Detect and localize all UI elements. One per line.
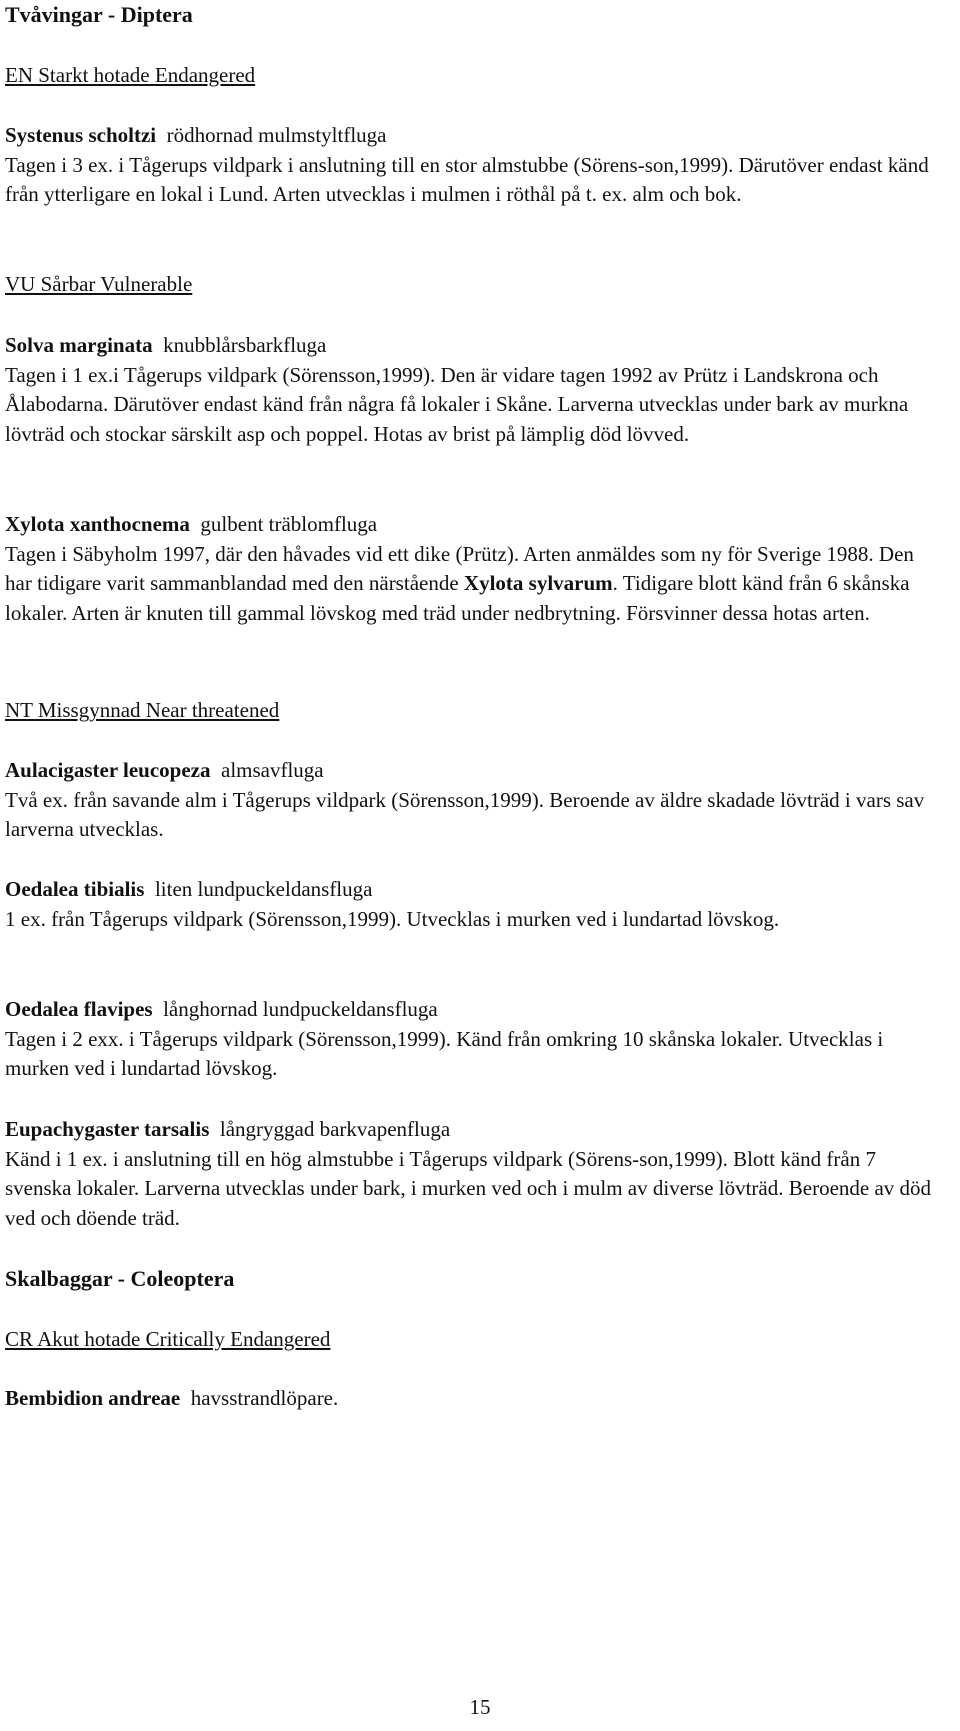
species-common-name: almsavfluga xyxy=(221,758,324,782)
species-title xyxy=(5,1115,945,1145)
species-description: Två ex. från savande alm i Tågerups vildpark (Sörensson,1999). Beroende av äldre skadade lövträd i vars sav larverna utvecklas. xyxy=(5,787,925,841)
category-heading-cr: CR Akut hotade Critically Endangered xyxy=(5,1327,331,1351)
species-description: 1 ex. från Tågerups vildpark (Sörensson,1999). Utvecklas i murken ved i lundartad lövskog. xyxy=(5,906,780,931)
species-latin-name: Systenus scholtzi xyxy=(5,123,157,147)
species-latin-name: Xylota xanthocnema xyxy=(5,512,190,536)
species-title xyxy=(5,1384,945,1414)
page-number: 15 xyxy=(469,1695,491,1719)
species-title xyxy=(5,995,945,1025)
species-latin-name: Oedalea tibialis xyxy=(5,877,145,901)
species-common-name: knubblårsbarkfluga xyxy=(163,333,327,357)
species-description: Tagen i 1 ex.i Tågerups vildpark (Sörensson,1999). Den är vidare tagen 1992 av Prütz i Landskrona och Ålabodarna. Därutöver endast känd från några få lokaler i Skåne. Larverna utvecklas under bark av murkna lövträd och stockar särskilt asp och poppel. Hotas av brist på lämplig död lövved. xyxy=(5,362,909,446)
species-entry xyxy=(5,510,945,628)
section-heading-coleoptera: Skalbaggar - Coleoptera xyxy=(5,1266,235,1291)
species-latin-name: Eupachygaster tarsalis xyxy=(5,1117,210,1141)
species-entry xyxy=(5,1384,945,1414)
species-entry xyxy=(5,331,945,449)
category-heading-en: EN Starkt hotade Endangered xyxy=(5,63,256,87)
species-entry xyxy=(5,875,945,934)
species-title xyxy=(5,875,945,905)
category-heading-vu: VU Sårbar Vulnerable xyxy=(5,272,193,296)
species-common-name: långryggad barkvapenfluga xyxy=(219,1117,451,1141)
species-title xyxy=(5,331,945,361)
species-entry xyxy=(5,1115,945,1233)
species-description: Känd i 1 ex. i anslutning till en hög almstubbe i Tågerups vildpark (Sörens-son,1999). Blott känd från 7 svenska lokaler. Larverna utvecklas under bark, i murken ved och i mulm av diverse lövträd. Beroende av död ved och döende träd. xyxy=(5,1146,932,1230)
description-part: Tagen i Säbyholm 1997, där den håvades vid ett dike (Prütz). Arten anmäldes som ny för Sverige 1988. Den har tidigare varit sammanblandad med den närstående xyxy=(5,541,914,595)
species-title xyxy=(5,510,945,540)
description-part: . Tidigare blott känd från 6 skånska lokaler. Arten är knuten till gammal lövskog med träd under nedbrytning. Försvinner dessa hotas arten. xyxy=(5,571,910,625)
species-common-name: havsstrandlöpare. xyxy=(190,1386,339,1410)
species-latin-name: Aulacigaster leucopeza xyxy=(5,758,211,782)
species-description xyxy=(5,540,945,629)
species-common-name: rödhornad mulmstyltfluga xyxy=(166,123,387,147)
species-entry xyxy=(5,121,945,210)
species-common-name: liten lundpuckeldansfluga xyxy=(154,877,373,901)
category-heading-nt: NT Missgynnad Near threatened xyxy=(5,698,280,722)
species-common-name: långhornad lundpuckeldansfluga xyxy=(163,997,438,1021)
species-entry xyxy=(5,995,945,1084)
species-entry xyxy=(5,756,945,845)
species-latin-name: Solva marginata xyxy=(5,333,153,357)
species-latin-name: Bembidion andreae xyxy=(5,1386,181,1410)
species-title xyxy=(5,121,945,151)
inline-species-name: Xylota sylvarum xyxy=(463,571,613,595)
species-latin-name: Oedalea flavipes xyxy=(5,997,153,1021)
species-description: Tagen i 2 exx. i Tågerups vildpark (Sörensson,1999). Känd från omkring 10 skånska lokaler. Utvecklas i murken ved i lundartad lövskog. xyxy=(5,1026,884,1080)
species-common-name: gulbent träblomfluga xyxy=(200,512,378,536)
species-description: Tagen i 3 ex. i Tågerups vildpark i anslutning till en stor almstubbe (Sörens-son,1999). Därutöver endast känd från ytterligare en lokal i Lund. Arten utvecklas i mulmen i röthål på t. ex. alm och bok. xyxy=(5,152,929,206)
section-heading-diptera: Tvåvingar - Diptera xyxy=(5,2,193,27)
species-title xyxy=(5,756,945,786)
